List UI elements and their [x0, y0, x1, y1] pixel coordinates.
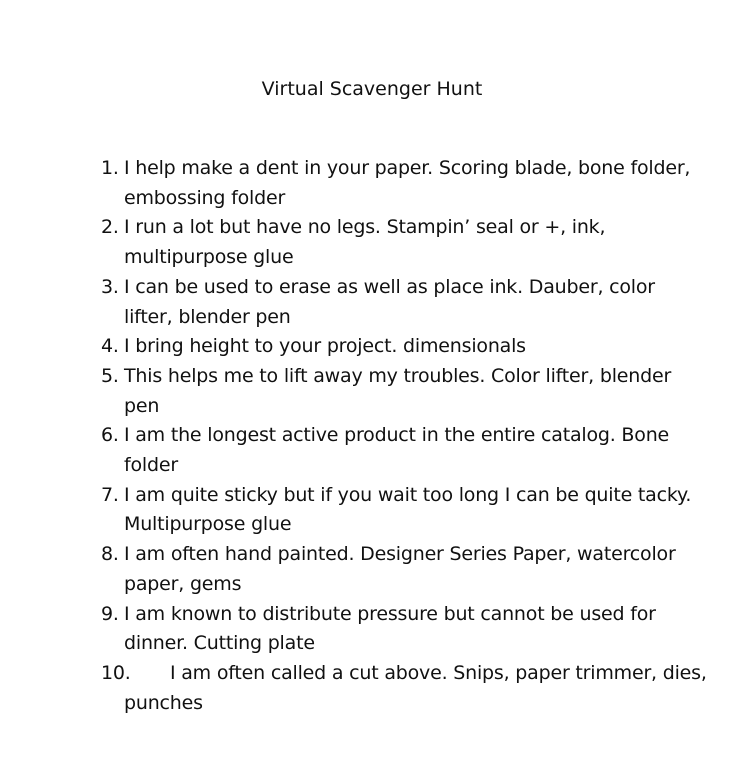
item-text: I am known to distribute pressure but cannot be used for dinner. Cutting plate — [124, 602, 656, 655]
list-item — [0, 659, 747, 718]
item-number: 7. — [101, 483, 119, 506]
item-text: This helps me to lift away my troubles. Color lifter, blender pen — [124, 364, 672, 417]
item-text: I run a lot but have no legs. Stampin’ seal or +, ink, multipurpose glue — [124, 216, 606, 269]
list-item — [0, 421, 747, 480]
item-text: I can be used to erase as well as place ink. Dauber, color lifter, blender pen — [124, 275, 655, 328]
item-text: I bring height to your project. dimensionals — [124, 335, 526, 358]
item-text: I am often called a cut above. Snips, paper trimmer, dies, punches — [124, 661, 707, 714]
list-item — [0, 273, 747, 332]
list-item — [0, 213, 747, 272]
item-number: 3. — [101, 275, 119, 298]
list-item — [0, 332, 747, 362]
item-number: 2. — [101, 216, 119, 239]
item-number: 4. — [101, 335, 119, 358]
list-item — [0, 481, 747, 540]
list-item — [0, 600, 747, 659]
item-number: 6. — [101, 424, 119, 447]
list-item — [0, 362, 747, 421]
clue-list — [0, 154, 747, 718]
item-number: 5. — [101, 364, 119, 387]
item-text: I help make a dent in your paper. Scoring blade, bone folder, embossing folder — [124, 157, 691, 209]
list-item — [0, 154, 747, 213]
item-number: 1. — [101, 157, 119, 179]
item-text: I am often hand painted. Designer Series Paper, watercolor paper, gems — [124, 543, 676, 595]
item-number: 9. — [101, 602, 119, 625]
list-item — [0, 540, 747, 599]
item-number: 8. — [101, 543, 119, 566]
item-text: I am the longest active product in the entire catalog. Bone folder — [124, 424, 670, 477]
page-title: Virtual Scavenger Hunt — [261, 78, 483, 100]
item-text: I am quite sticky but if you wait too long I can be quite tacky. Multipurpose glue — [124, 483, 692, 536]
item-number: 10. — [101, 661, 131, 684]
